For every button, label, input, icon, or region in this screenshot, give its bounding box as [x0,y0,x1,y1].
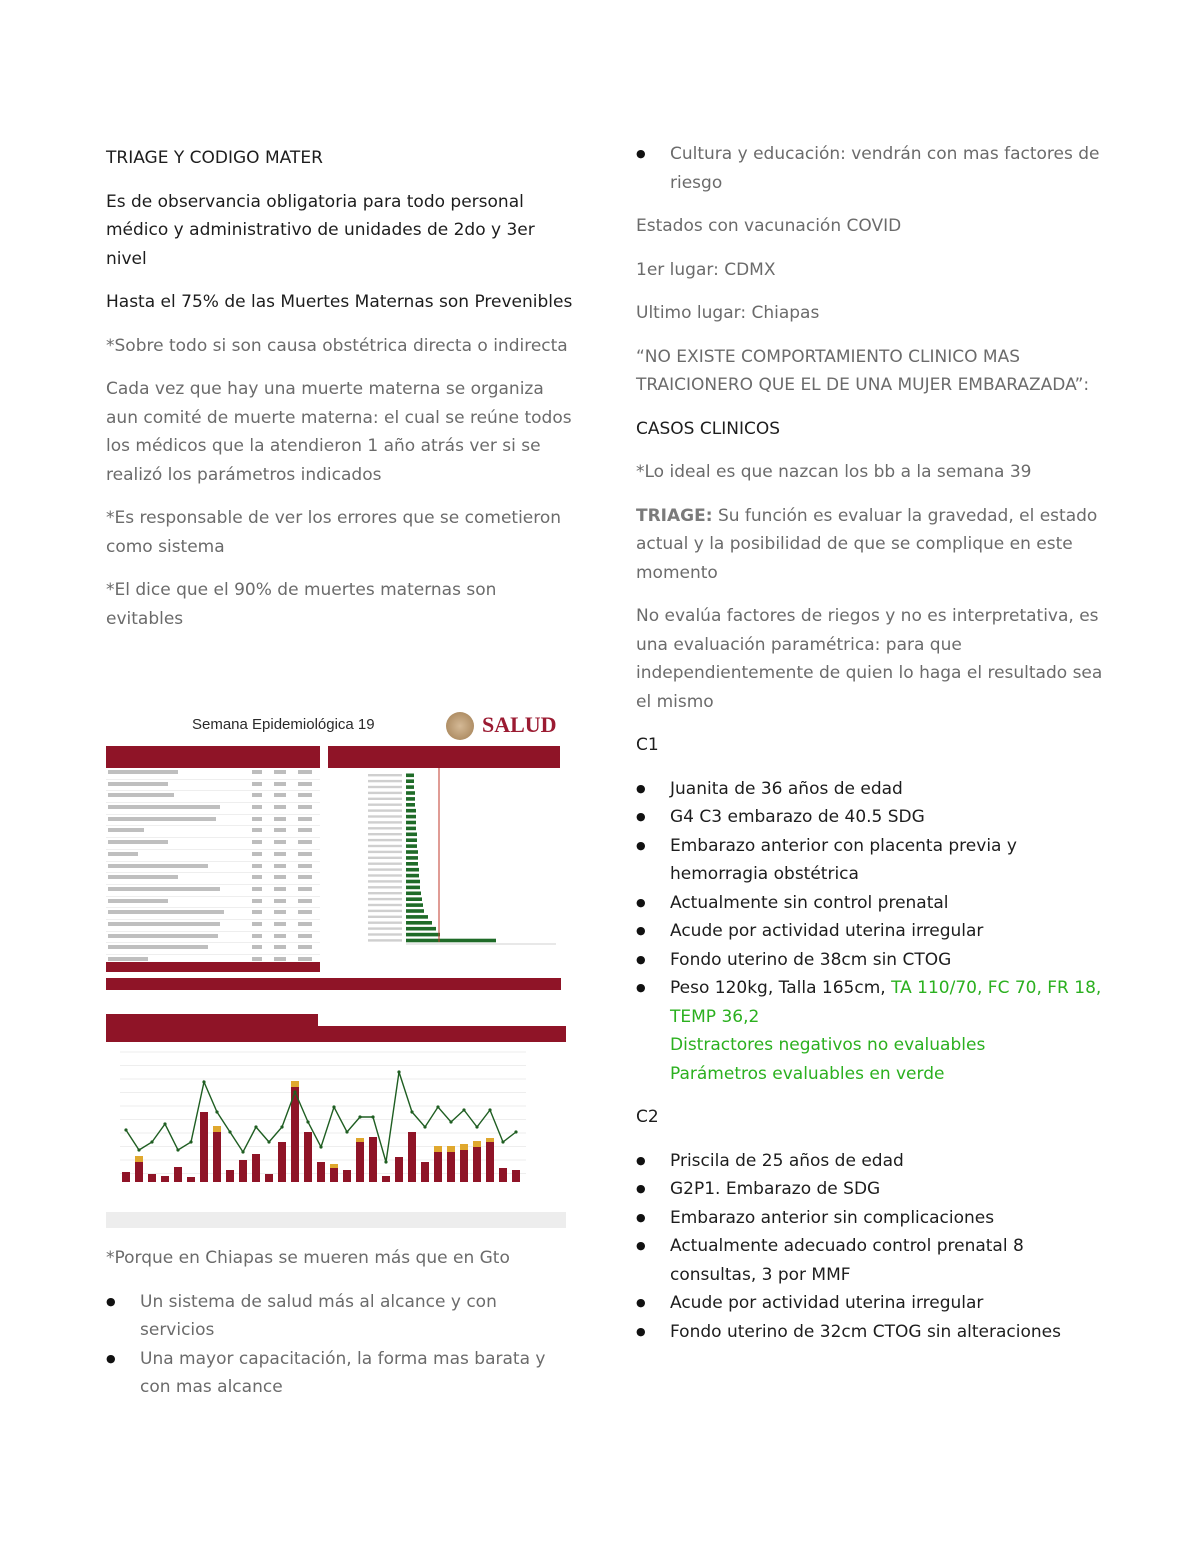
right-column [636,140,1106,1346]
vbar [187,1177,195,1182]
last-place: Ultimo lugar: Chiapas [636,303,820,323]
list-item: ● Cultura y educación: vendrán con mas factores de riesgo [636,140,1106,197]
vbar-top [330,1164,338,1168]
left-bullets [106,1288,576,1402]
vbar [395,1157,403,1182]
bar-label [368,933,402,935]
line-point [241,1150,244,1153]
bar-label [368,780,402,782]
hbar [406,791,415,795]
hbar [406,933,440,937]
note-evitables: *El dice que el 90% de muertes maternas son evitables [106,580,497,629]
bar-label [368,774,402,776]
hbar [406,833,417,837]
hbar [406,821,416,825]
hbar [406,850,418,854]
bar-label [368,804,402,806]
list-item: ● Fondo uterino de 32cm CTOG sin alteraciones [636,1318,1106,1347]
bar-label [368,798,402,800]
bar-label [368,809,402,811]
vbar-top [486,1138,494,1142]
vbar [369,1137,377,1182]
list-item: ● Priscila de 25 años de edad [636,1147,1106,1176]
triage-note: No evalúa factores de riegos y no es interpretativa, es una evaluación paramétrica: para que independientemente de quien lo haga el resultado sea el mismo [636,606,1103,712]
note-week-39: *Lo ideal es que nazcan los bb a la semana 39 [636,462,1032,482]
list-item: ● Actualmente sin control prenatal [636,889,1106,918]
bar-label [368,839,402,841]
left-column [106,140,576,633]
line-point [371,1115,374,1118]
line-point [449,1120,452,1123]
vbar [460,1150,468,1182]
hbar [406,844,417,848]
hbar [406,856,418,860]
hbar [406,779,414,783]
bar-label [368,922,402,924]
vbar [148,1174,156,1182]
green-note-1: Distractores negativos no evaluables [670,1035,986,1055]
line-point [436,1105,439,1108]
total-row-2 [106,1014,318,1026]
vbar [512,1170,520,1182]
triage-definition [636,502,1106,588]
bar-label [368,892,402,894]
vitals-black: Peso 120kg, Talla 165cm, [670,978,892,998]
vbar [252,1154,260,1182]
hbar [406,939,496,943]
line-point [358,1115,361,1118]
bar-label [368,845,402,847]
vbar-top [447,1146,455,1152]
vbar [421,1162,429,1182]
paragraph-obligatoria: Es de observancia obligatoria para todo personal médico y administrativo de unidades de 2do y 3er nivel [106,191,535,269]
vbar-top [291,1081,299,1087]
bar-label [368,821,402,823]
line-point [319,1145,322,1148]
hbar [406,915,428,919]
line-point [384,1160,387,1163]
bar-label [368,863,402,865]
line-point [280,1125,283,1128]
vbar [356,1142,364,1182]
vbar [135,1162,143,1182]
hbar [406,868,419,872]
case-c2-label: C2 [636,1107,659,1127]
hbar [406,886,420,890]
line-point [475,1125,478,1128]
paragraph-comite: Cada vez que hay una muerte materna se organiza aun comité de muerte materna: el cual se reúne todos los médicos que la atendieron 1 año atrás ver si se realizó los parámetros indicados [106,379,572,485]
note-responsable: *Es responsable de ver los errores que se cometieron como sistema [106,508,562,557]
chart1-header [106,1026,566,1042]
bar-label [368,880,402,882]
hbar [406,862,418,866]
doc-title: TRIAGE Y CODIGO MATER [106,148,323,168]
case-c2-list [636,1147,1106,1347]
hbar [406,815,416,819]
vbar [200,1112,208,1182]
quote: “NO EXISTE COMPORTAMIENTO CLINICO MAS TRAICIONERO QUE EL DE UNA MUJER EMBARAZADA”: [636,346,1090,395]
hbar [406,897,422,901]
hbar [406,892,421,896]
line-point [293,1090,296,1093]
note-causa-obstetrica: *Sobre todo si son causa obstétrica directa o indirecta [106,335,568,356]
list-item [636,974,1106,1088]
vbar [343,1170,351,1182]
line-point [462,1108,465,1111]
vbar [161,1176,169,1182]
bar-label [368,827,402,829]
hbar [406,838,417,842]
line-point [410,1110,413,1113]
bar-label [368,857,402,859]
line-point [345,1130,348,1133]
vbar [265,1174,273,1182]
vbar [486,1142,494,1182]
bar-label [368,916,402,918]
hbar [406,809,416,813]
list-item: ● Juanita de 36 años de edad [636,775,1106,804]
bar-label [368,910,402,912]
hbar [406,827,416,831]
hbar [406,880,420,884]
vbar-top [356,1138,364,1142]
line-point [137,1148,140,1151]
list-item: ● Acude por actividad uterina irregular [636,1289,1106,1318]
vbar-top [460,1144,468,1150]
line-point [332,1105,335,1108]
hbar [406,797,415,801]
chart3-header [106,978,561,990]
list-item: ● G2P1. Embarazo de SDG [636,1175,1106,1204]
left-column-bottom [106,1244,576,1402]
hbar [406,927,436,931]
list-item: ● Acude por actividad uterina irregular [636,917,1106,946]
hbar [406,803,415,807]
case-c1-list [636,775,1106,1089]
line-point [488,1108,491,1111]
vbar [447,1152,455,1182]
infographic-title: Semana Epidemiológica 19 [192,716,375,733]
mortality-chart [106,1042,566,1212]
bar-label [368,815,402,817]
vbar [122,1172,130,1182]
hbar [406,774,414,778]
list-item: ● Embarazo anterior sin complicaciones [636,1204,1106,1233]
bar-label [368,898,402,900]
epidemiology-infographic [106,700,566,1228]
vbar [226,1170,234,1182]
list-item: ● Una mayor capacitación, la forma mas barata y con mas alcance [106,1345,576,1402]
bar-label [368,904,402,906]
vbar [330,1168,338,1182]
vbar [278,1142,286,1182]
first-place: 1er lugar: CDMX [636,259,776,280]
vbar [317,1162,325,1182]
hbar [406,903,423,907]
line-point [306,1120,309,1123]
vbar [434,1152,442,1182]
hbar-chart [106,700,566,990]
list-item: ● G4 C3 embarazo de 40.5 SDG [636,803,1106,832]
line-point [124,1128,127,1131]
line-point [423,1125,426,1128]
vbar-top [473,1141,481,1147]
vbar [213,1132,221,1182]
green-note-2: Parámetros evaluables en verde [670,1063,945,1084]
line-point [163,1122,166,1125]
bar-label [368,886,402,888]
vbar [382,1176,390,1182]
paragraph-prevenibles: Hasta el 75% de las Muertes Maternas son Prevenibles [106,292,573,312]
note-chiapas: *Porque en Chiapas se mueren más que en Gto [106,1248,510,1268]
triage-label: TRIAGE: [636,505,713,526]
line-point [397,1070,400,1073]
triage-text: Su función es evaluar la gravedad, el estado actual y la posibilidad de que se complique en este momento [636,505,1098,583]
bar-label [368,833,402,835]
vbar [174,1167,182,1182]
hbar [406,785,414,789]
case-c1-label: C1 [636,735,659,755]
line-point [150,1140,153,1143]
hbar [406,921,432,925]
bar-label [368,874,402,876]
vbar-top [213,1126,221,1132]
right-top-bullets [636,140,1106,197]
line-point [514,1130,517,1133]
bar-label [368,792,402,794]
bar-label [368,851,402,853]
hbar [406,909,424,913]
line-point [254,1125,257,1128]
hbar [406,874,419,878]
bar-label [368,939,402,941]
vbar [304,1132,312,1182]
list-item: ● Un sistema de salud más al alcance y con servicios [106,1288,576,1345]
bar-label [368,786,402,788]
line-point [215,1110,218,1113]
line-point [228,1130,231,1133]
vbar [473,1147,481,1182]
vitals-green: TA 110/70, FC 70, FR 18, TEMP 36,2 [670,978,1102,1027]
line-point [267,1140,270,1143]
line-point [202,1080,205,1083]
clinical-cases-heading: CASOS CLINICOS [636,418,780,439]
line-point [189,1140,192,1143]
line-point [176,1148,179,1151]
bar-label [368,927,402,929]
list-item: ● Actualmente adecuado control prenatal 8 consultas, 3 por MMF [636,1232,1106,1289]
covid-states-heading: Estados con vacunación COVID [636,216,902,236]
list-item: ● Fondo uterino de 38cm sin CTOG [636,946,1106,975]
vbar [408,1132,416,1182]
list-item: ● Embarazo anterior con placenta previa y hemorragia obstétrica [636,832,1106,889]
vbar-top [434,1146,442,1152]
line-point [501,1140,504,1143]
vbar-top [135,1156,143,1162]
infographic-footer [106,1212,566,1228]
vbar [499,1168,507,1182]
vbar [239,1160,247,1182]
salud-logo: SALUD [482,712,557,737]
bar-label [368,868,402,870]
